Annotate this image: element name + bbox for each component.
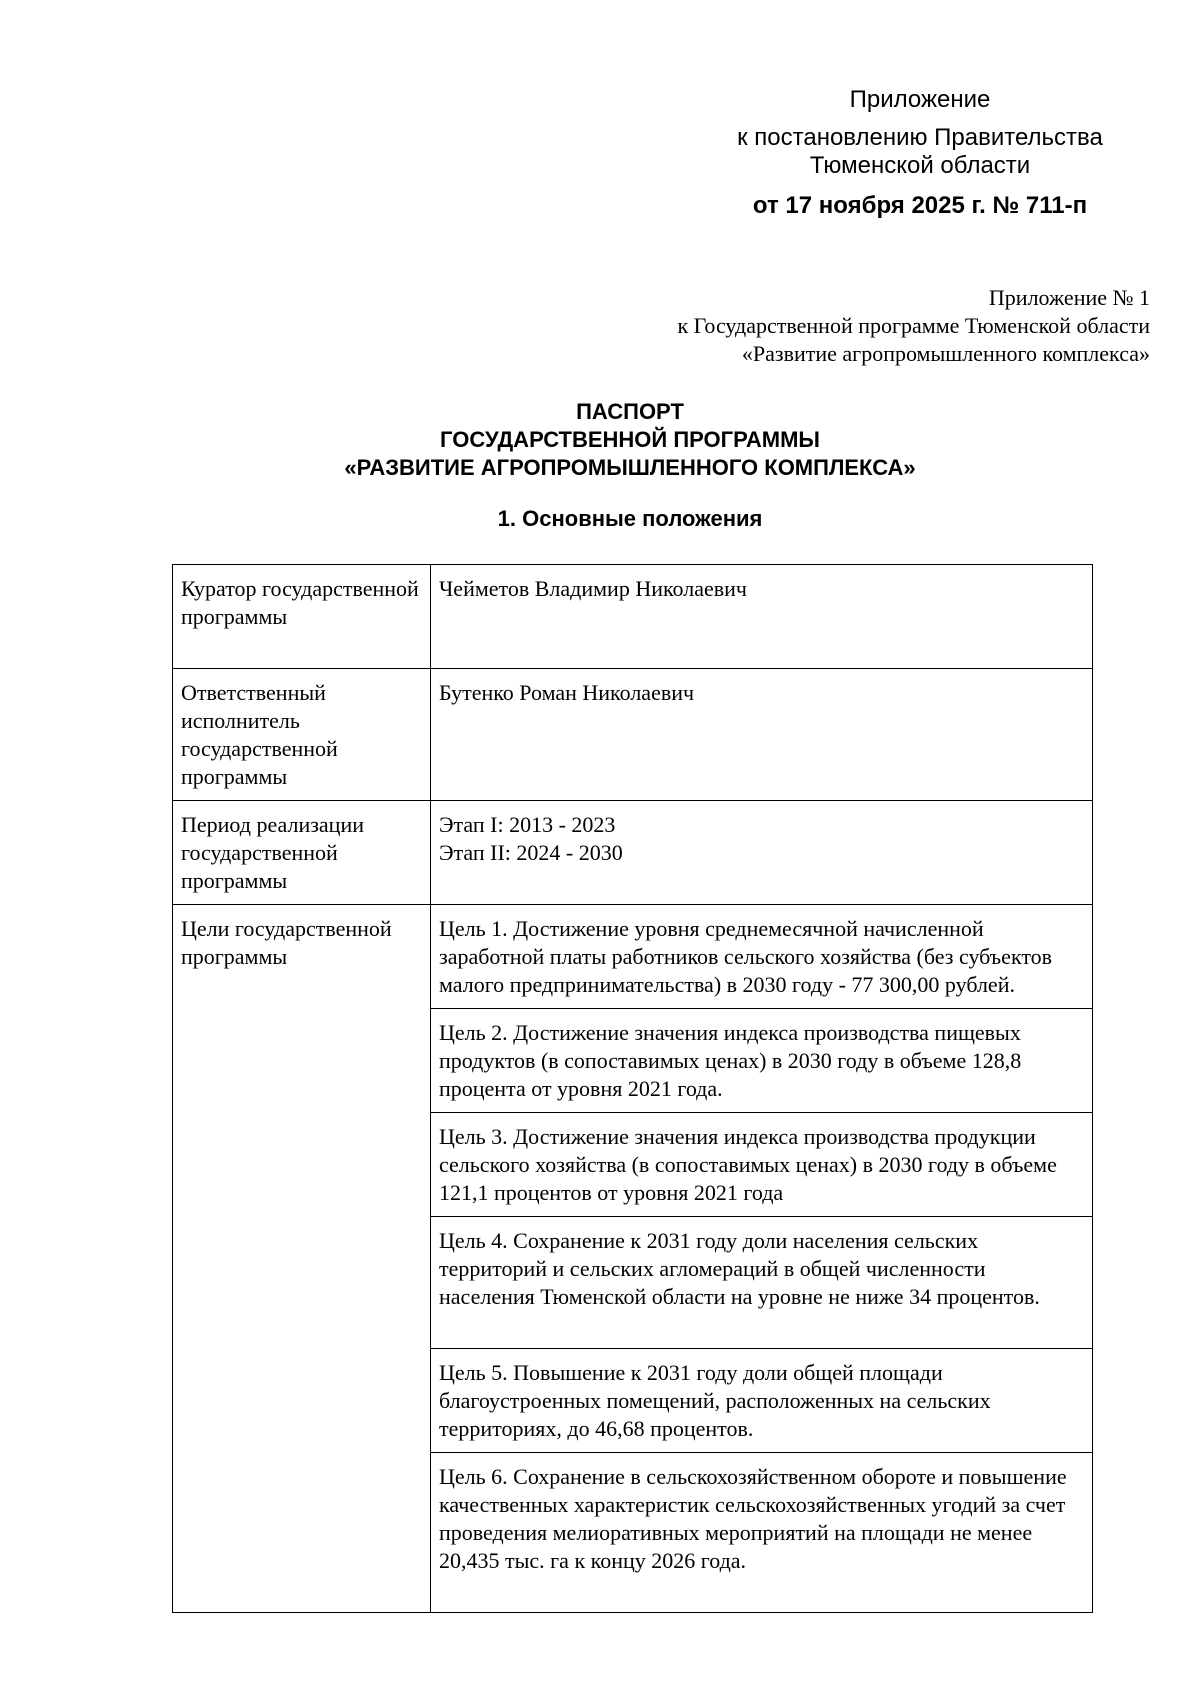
goal-2: Цель 2. Достижение значения индекса производства пищевых продуктов (в сопоставимых ценах) в 2030 году в объеме 128,8 процента от уровня 2021 года. <box>431 1009 1093 1113</box>
goal-5: Цель 5. Повышение к 2031 году доли общей площади благоустроенных помещений, расположенных на сельских территориях, до 46,68 процентов. <box>431 1349 1093 1453</box>
resolution-date-number: от 17 ноября 2025 г. № 711-п <box>752 192 1088 219</box>
period-stage-2: Этап II: 2024 - 2030 <box>439 840 623 865</box>
section-title: 1. Основные положения <box>497 506 763 531</box>
appendix1-line-1: Приложение № 1 <box>988 285 1150 310</box>
appendix1-line-3: «Развитие агропромышленного комплекса» <box>741 341 1150 366</box>
curator-value: Чейметов Владимир Николаевич <box>431 565 1093 669</box>
executor-value: Бутенко Роман Николаевич <box>431 669 1093 801</box>
goal-6: Цель 6. Сохранение в сельскохозяйственном обороте и повышение качественных характеристик сельскохозяйственных угодий за счет проведения мелиоративных мероприятий на площади не менее 20,435 тыс. га к концу 2026 года. <box>431 1453 1093 1613</box>
appendix-to-line-1: к постановлению Правительства <box>737 124 1103 151</box>
table-row <box>173 801 1093 905</box>
passport-title-line-2: ГОСУДАРСТВЕННОЙ ПРОГРАММЫ <box>440 427 820 452</box>
period-stage-1: Этап I: 2013 - 2023 <box>439 812 616 837</box>
appendix-title: Приложение <box>849 86 991 113</box>
table-row <box>173 565 1093 669</box>
table-row <box>173 905 1093 1009</box>
period-label: Период реализации государственной программы <box>173 801 431 905</box>
appendix1-line-2: к Государственной программе Тюменской области <box>677 313 1150 338</box>
goals-label: Цели государственной программы <box>173 905 431 1613</box>
curator-label: Куратор государственной программы <box>173 565 431 669</box>
passport-table <box>172 564 1093 1613</box>
government-resolution-appendix-header <box>690 84 1150 222</box>
period-value <box>431 801 1093 905</box>
executor-label: Ответственный исполнитель государственной программы <box>173 669 431 801</box>
goal-1: Цель 1. Достижение уровня среднемесячной начисленной заработной платы работников сельского хозяйства (без субъектов малого предпринимательства) в 2030 году - 77 300,00 рублей. <box>431 905 1093 1009</box>
table-row <box>173 669 1093 801</box>
appendix-to-resolution <box>690 124 1150 180</box>
passport-title-line-3: «РАЗВИТИЕ АГРОПРОМЫШЛЕННОГО КОМПЛЕКСА» <box>344 455 916 480</box>
passport-title <box>170 398 1090 482</box>
goal-3: Цель 3. Достижение значения индекса производства продукции сельского хозяйства (в сопоставимых ценах) в 2030 году в объеме 121,1 процентов от уровня 2021 года <box>431 1113 1093 1217</box>
goal-4: Цель 4. Сохранение к 2031 году доли населения сельских территорий и сельских агломераций в общей численности населения Тюменской области на уровне не ниже 34 процентов. <box>431 1217 1093 1349</box>
passport-title-line-1: ПАСПОРТ <box>576 399 684 424</box>
program-appendix-1-header <box>550 284 1150 368</box>
appendix-to-line-2: Тюменской области <box>809 152 1031 179</box>
